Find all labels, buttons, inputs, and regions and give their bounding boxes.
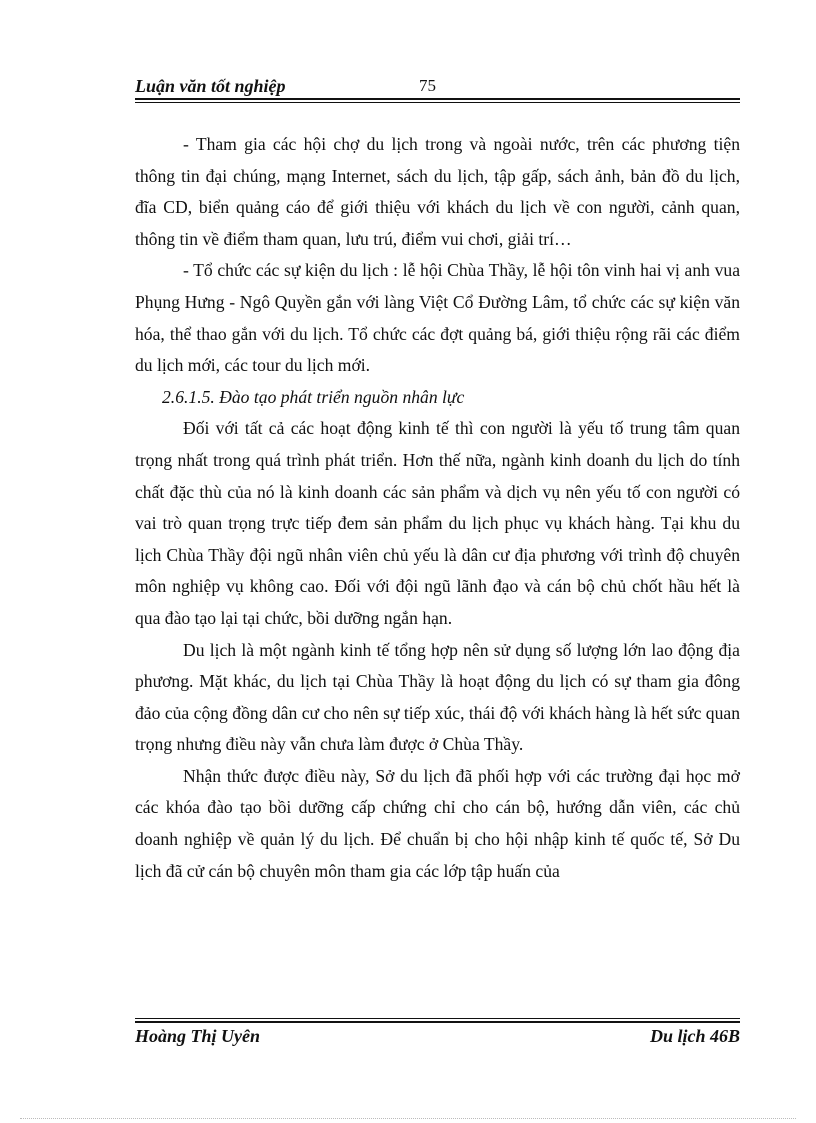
section-heading: 2.6.1.5. Đào tạo phát triển nguồn nhân lực [162, 386, 465, 407]
page-header [135, 76, 740, 98]
page-footer [135, 1026, 740, 1050]
header-rule-thin [135, 102, 740, 103]
author-name: Hoàng Thị Uyên [135, 1026, 261, 1046]
paragraph-training: Nhận thức được điều này, Sở du lịch đã phối hợp với các trường đại học mở các khóa đào tạo bồi dưỡng cấp chứng chỉ cho cán bộ, hướng dẫn viên, các chủ doanh nghiệp về quản lý du lịch. Để chuẩn bị cho hội nhập kinh tế quốc tế, Sở Du lịch đã cử cán bộ chuyên môn tham gia các lớp tập huấn của [135, 765, 740, 881]
paragraph-human-factor: Đối với tất cả các hoạt động kinh tế thì con người là yếu tố trung tâm quan trọng nhất trong quá trình phát triển. Hơn thế nữa, ngành kinh doanh du lịch do tính chất đặc thù của nó là kinh doanh các sản phẩm và dịch vụ nên yếu tố con người có vai trò quan trọng trực tiếp đem sản phẩm du lịch phục vụ khách hàng. Tại khu du lịch Chùa Thầy đội ngũ nhân viên chủ yếu là dân cư địa phương với trình độ chuyên môn nghiệp vụ không cao. Đối với đội ngũ lãnh đạo và cán bộ chủ chốt hầu hết là qua đào tạo lại tại chức, bồi dưỡng ngắn hạn. [135, 418, 740, 628]
paragraph-tourism-fairs: - Tham gia các hội chợ du lịch trong và ngoài nước, trên các phương tiện thông tin đại chúng, mạng Internet, sách du lịch, tập gấp, sách ảnh, bản đồ du lịch, đĩa CD, biển quảng cáo để giới thiệu với khách du lịch về con người, cảnh quan, thông tin về điểm tham quan, lưu trú, điểm vui chơi, giải trí… [135, 134, 740, 249]
footer-rule-thin [135, 1018, 740, 1019]
header-rule-thick [135, 98, 740, 100]
class-name: Du lịch 46B [649, 1026, 740, 1046]
body-text [135, 129, 740, 887]
page-number: 75 [419, 76, 436, 95]
page-edge-divider [20, 1118, 796, 1119]
footer-rule-thick [135, 1021, 740, 1023]
paragraph-local-labor: Du lịch là một ngành kinh tế tổng hợp nên sử dụng số lượng lớn lao động địa phương. Mặt khác, du lịch tại Chùa Thầy là hoạt động du lịch có sự tham gia đông đảo của cộng đồng dân cư cho nên sự tiếp xúc, thái độ với khách hàng là hết sức quan trọng nhưng điều này vẫn chưa làm được ở Chùa Thầy. [135, 639, 740, 755]
thesis-title: Luận văn tốt nghiệp [135, 76, 286, 96]
paragraph-tourism-events: - Tổ chức các sự kiện du lịch : lễ hội Chùa Thầy, lễ hội tôn vinh hai vị anh vua Phụng Hưng - Ngô Quyền gắn với làng Việt Cổ Đường Lâm, tổ chức các sự kiện văn hóa, thể thao gắn với du lịch. Tổ chức các đợt quảng bá, giới thiệu rộng rãi các điểm du lịch mới, các tour du lịch mới. [135, 260, 740, 376]
